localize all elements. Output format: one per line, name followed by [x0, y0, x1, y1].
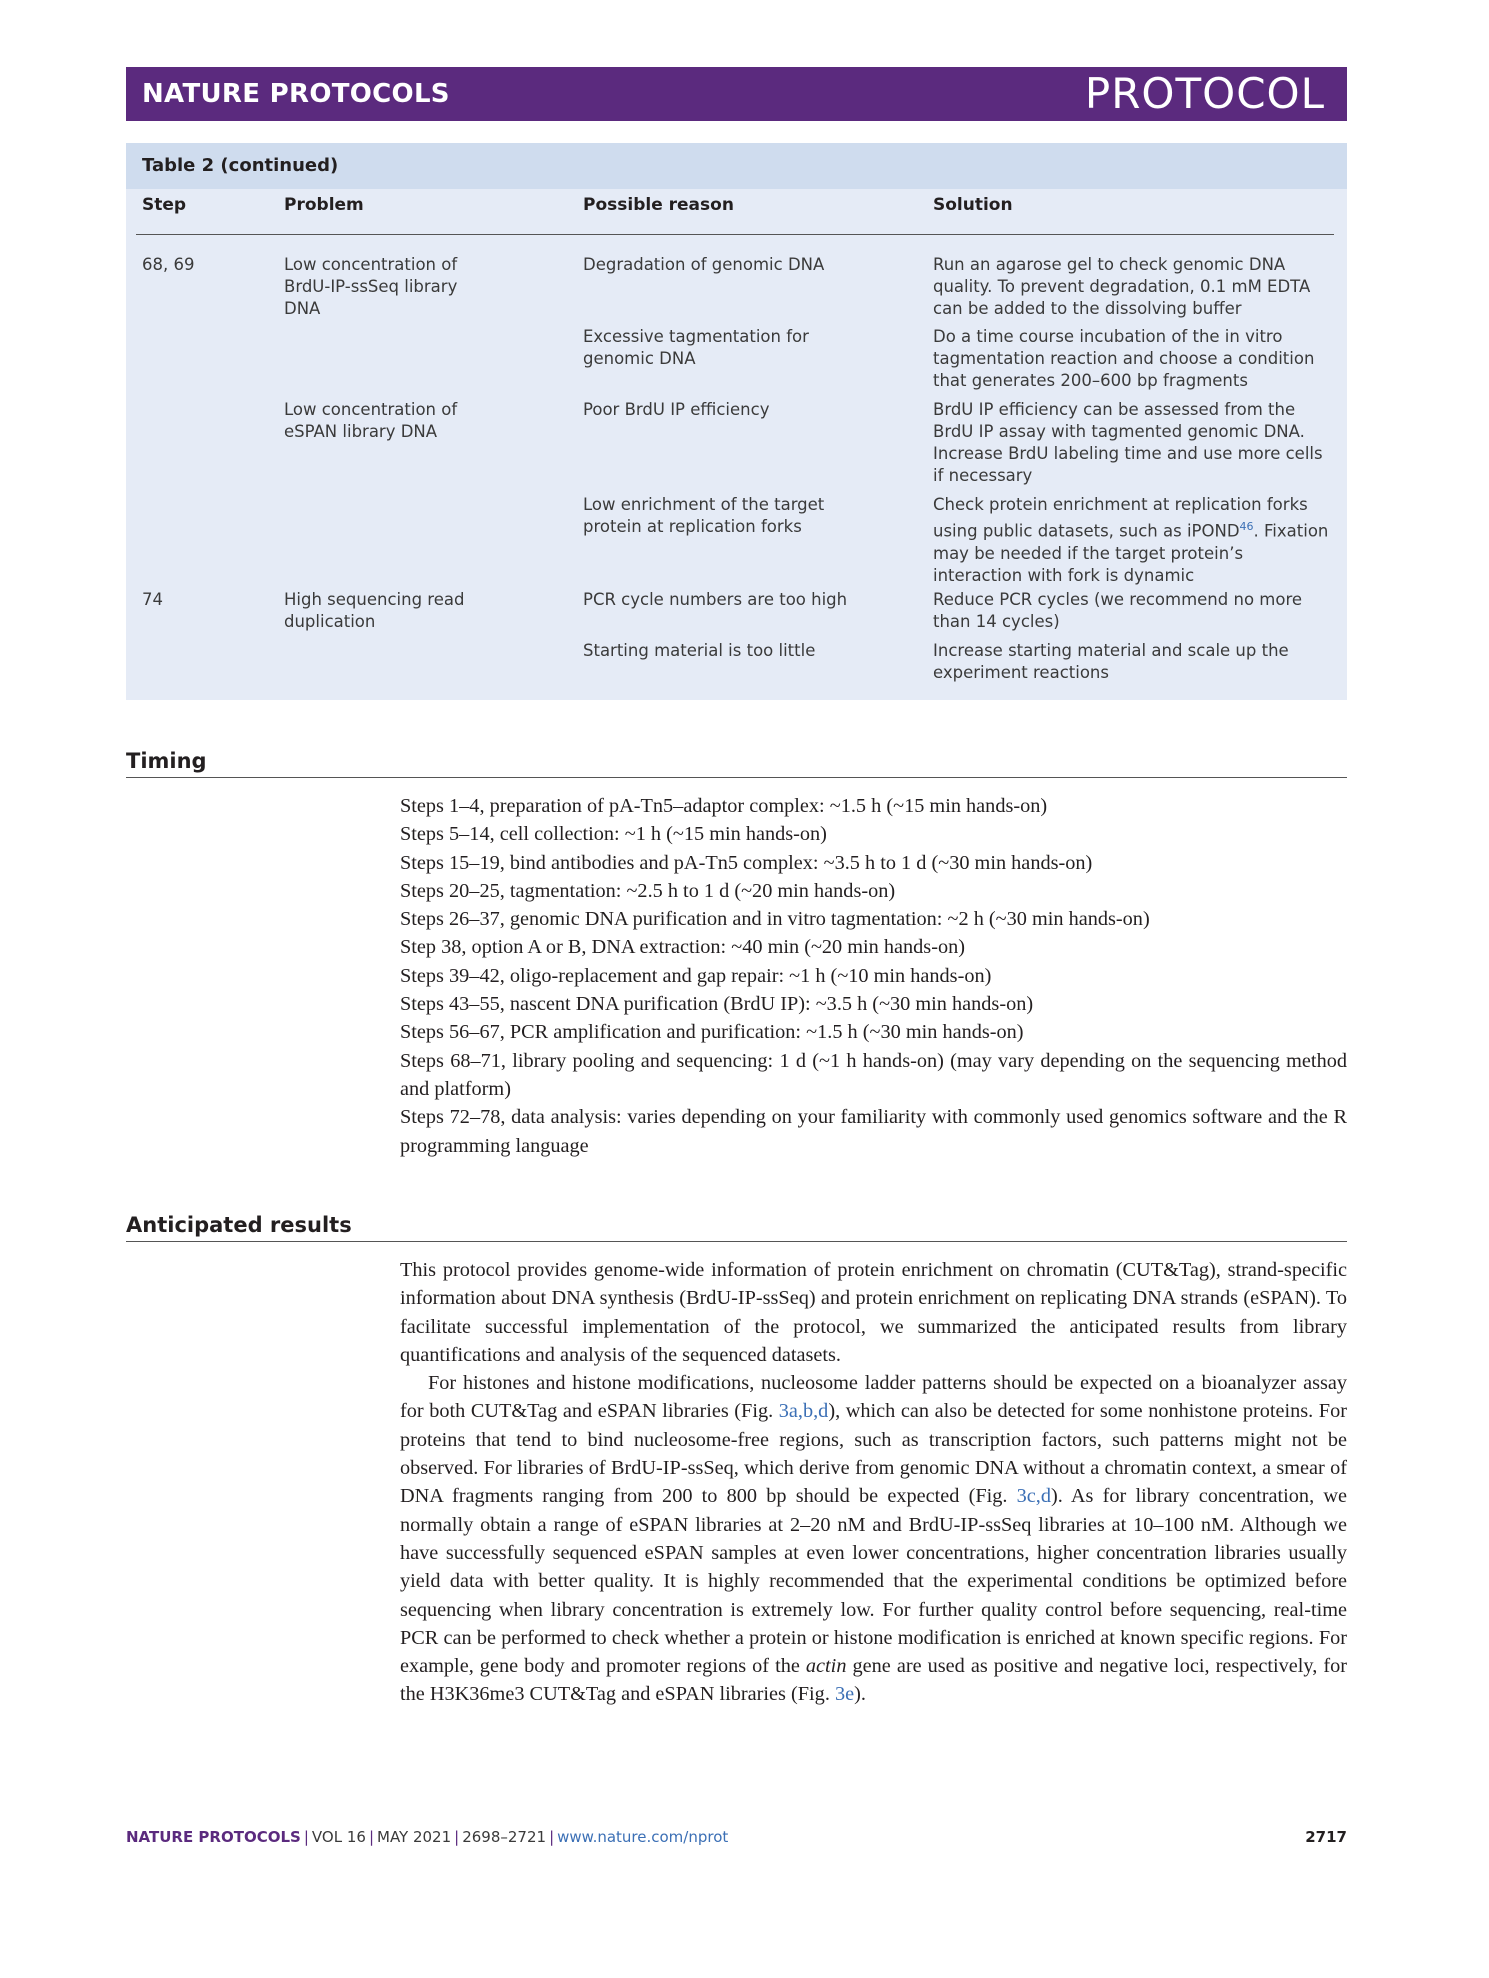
footer-date: MAY 2021: [377, 1828, 452, 1846]
reason-cell: Degradation of genomic DNA: [583, 255, 825, 274]
reason-cell: PCR cycle numbers are too high: [583, 590, 848, 609]
reason-cell: Starting material is too little: [583, 641, 816, 660]
timing-line: Steps 43–55, nascent DNA purification (BrdU IP): ~3.5 h (~30 min hands-on): [400, 993, 1034, 1016]
figure-link[interactable]: 3e: [834, 1683, 855, 1706]
figure-link[interactable]: 3c,d: [1016, 1485, 1051, 1508]
timing-list: [400, 792, 1347, 1160]
journal-name: NATURE PROTOCOLS: [142, 79, 450, 109]
anticipated-results-body: [400, 1256, 1347, 1709]
gene-name: actin: [805, 1655, 847, 1678]
timing-heading: Timing: [126, 749, 207, 773]
timing-rule: [126, 777, 1347, 778]
solution-cell: BrdU IP efficiency can be assessed from the BrdU IP assay with tagmented genomic DNA. Increase BrdU labeling time and use more cells if necessary: [933, 400, 1323, 485]
paragraph-text: ), which can also be detected for some nonhistone proteins. For proteins that tend to bind nucleosome-free regions, such as transcription factors, such patterns might not be observed. For libraries of BrdU-IP-ssSeq, which derive from genomic DNA without a chromatin context, a smear of DNA fragments ranging from 200 to 800 bp should be expected (Fig.: [400, 1400, 1347, 1508]
reference-link[interactable]: 46: [1239, 520, 1254, 533]
step-cell: 68, 69: [142, 255, 195, 274]
timing-line: Steps 15–19, bind antibodies and pA-Tn5 complex: ~3.5 h to 1 d (~30 min hands-on): [400, 851, 1093, 874]
page-number: 2717: [1305, 1828, 1347, 1846]
footer-journal: NATURE PROTOCOLS: [126, 1828, 301, 1846]
anticipated-results-heading: Anticipated results: [126, 1213, 352, 1237]
step-cell: 74: [142, 590, 163, 609]
problem-cell: Low concentration of BrdU-IP-ssSeq library DNA: [284, 255, 458, 318]
solution-cell: Reduce PCR cycles (we recommend no more than 14 cycles): [933, 590, 1303, 631]
solution-text: Check protein enrichment at replication forks using public datasets, such as iPOND: [933, 495, 1308, 541]
timing-line: Step 38, option A or B, DNA extraction: ~40 min (~20 min hands-on): [400, 936, 965, 959]
timing-line: Steps 26–37, genomic DNA purification and in vitro tagmentation: ~2 h (~30 min hands-on): [400, 908, 1150, 931]
paragraph-text: ).: [854, 1683, 866, 1706]
column-header-step: Step: [142, 195, 187, 215]
footer-pages: 2698–2721: [462, 1828, 547, 1846]
solution-text: . Fixation may be needed if the target protein’s interaction with fork is dynamic: [933, 521, 1329, 585]
troubleshooting-table: [126, 143, 1347, 700]
solution-cell: Do a time course incubation of the in vitro tagmentation reaction and choose a condition that generates 200–600 bp fragments: [933, 327, 1315, 390]
footer-separator: |: [454, 1828, 460, 1846]
solution-cell: Increase starting material and scale up the experiment reactions: [933, 641, 1289, 682]
footer-separator: |: [368, 1828, 374, 1846]
table-header-rule: [136, 234, 1334, 235]
solution-cell: Run an agarose gel to check genomic DNA quality. To prevent degradation, 0.1 mM EDTA can be added to the dissolving buffer: [933, 255, 1311, 318]
figure-link[interactable]: 3a,b,d: [778, 1400, 829, 1423]
paragraph-text: ). As for library concentration, we normally obtain a range of eSPAN libraries at 2–20 nM and BrdU-IP-ssSeq libraries at 10–100 nM. Although we have successfully sequenced eSPAN samples at even lower concentrations, higher concentration libraries usually yield data with better quality. It is highly recommended that the experimental conditions be optimized before sequencing when library concentration is extremely low. For further quality control before sequencing, real-time PCR can be performed to check whether a protein or histone modification is enriched at known specific regions. For example, gene body and promoter regions of the: [400, 1485, 1347, 1678]
table-caption: [126, 143, 1347, 189]
footer-url-link[interactable]: www.nature.com/nprot: [557, 1828, 729, 1846]
footer-separator: |: [303, 1828, 309, 1846]
article-type-label: PROTOCOL: [1084, 69, 1325, 118]
reason-cell: Poor BrdU IP efficiency: [583, 400, 770, 419]
anticipated-results-rule: [126, 1241, 1347, 1242]
timing-line: Steps 68–71, library pooling and sequencing: 1 d (~1 h hands-on) (may vary depending on the sequencing method and platform): [400, 1049, 1347, 1100]
paragraph: This protocol provides genome-wide information of protein enrichment on chromatin (CUT&Tag), strand-specific information about DNA synthesis (BrdU-IP-ssSeq) and protein enrichment on replicating DNA strands (eSPAN). To facilitate successful implementation of the protocol, we summarized the anticipated results from library quantifications and analysis of the sequenced datasets.: [400, 1259, 1347, 1366]
problem-cell: Low concentration of eSPAN library DNA: [284, 400, 458, 441]
footer-separator: |: [549, 1828, 555, 1846]
column-header-reason: Possible reason: [583, 195, 734, 215]
reason-cell: Low enrichment of the target protein at replication forks: [583, 495, 825, 536]
paragraph-text: gene are used as positive and negative loci, respectively, for the H3K36me3 CUT&Tag and eSPAN libraries (Fig.: [400, 1655, 1347, 1706]
paragraph-text: For histones and histone modifications, nucleosome ladder patterns should be expected on a bioanalyzer assay for both CUT&Tag and eSPAN libraries (Fig.: [400, 1372, 1347, 1423]
footer-volume: VOL 16: [311, 1828, 366, 1846]
reason-cell: Excessive tagmentation for genomic DNA: [583, 327, 809, 368]
paragraph: [400, 1369, 1347, 1709]
timing-line: Steps 20–25, tagmentation: ~2.5 h to 1 d (~20 min hands-on): [400, 879, 896, 902]
timing-line: Steps 39–42, oligo-replacement and gap repair: ~1 h (~10 min hands-on): [400, 964, 992, 987]
table-caption-text: Table 2 (continued): [142, 155, 339, 176]
solution-cell: [933, 494, 1335, 587]
page-footer: [126, 1828, 728, 1846]
timing-line: Steps 56–67, PCR amplification and purification: ~1.5 h (~30 min hands-on): [400, 1021, 1024, 1044]
column-header-problem: Problem: [284, 195, 364, 215]
timing-line: Steps 5–14, cell collection: ~1 h (~15 min hands-on): [400, 823, 827, 846]
journal-header-bar: [126, 67, 1347, 121]
problem-cell: High sequencing read duplication: [284, 590, 465, 631]
timing-line: Steps 72–78, data analysis: varies depending on your familiarity with commonly used genomics software and the R programming language: [400, 1106, 1347, 1157]
column-header-solution: Solution: [933, 195, 1013, 215]
timing-line: Steps 1–4, preparation of pA-Tn5–adaptor complex: ~1.5 h (~15 min hands-on): [400, 795, 1048, 817]
